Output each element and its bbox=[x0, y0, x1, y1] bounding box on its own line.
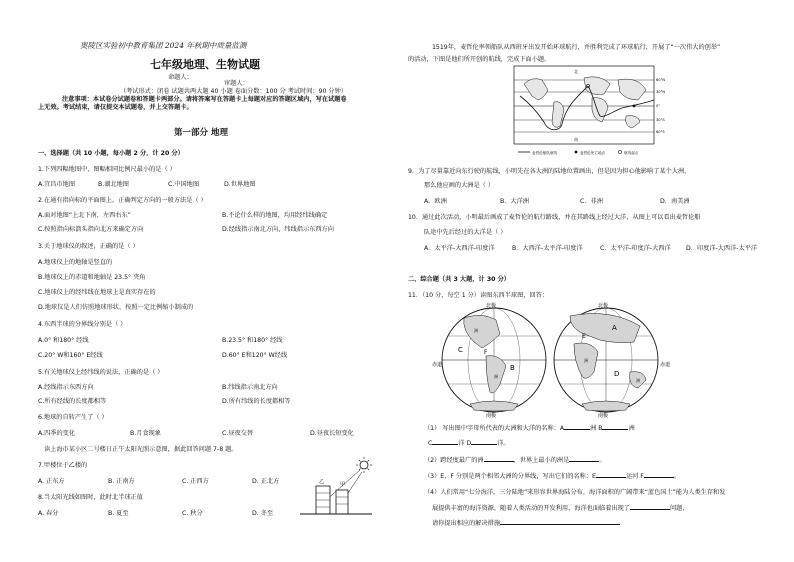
legend-death: 麦哲伦死亡地点 bbox=[580, 151, 606, 155]
lat-60n: 60°N bbox=[656, 78, 666, 82]
notice-line1: 注意事项：本试卷分试题卷和答题卡两部分。请将答案写在答题卡上每题对应的答题区域内，写在试题卷 bbox=[62, 96, 347, 103]
legend-start-symbol bbox=[618, 150, 621, 153]
lat-60s: 60°S bbox=[656, 130, 665, 134]
section2-heading: 二、综合题（共 3 大题，计 30 分） bbox=[408, 276, 510, 283]
q8-option-c: C. 秋分 bbox=[182, 510, 203, 517]
q7-option-a: A. 正东方 bbox=[38, 478, 65, 485]
q3-option-c: C.地球仪上的经纬线在地球上是真实存在的 bbox=[38, 289, 156, 296]
q10-option-a: A．太平洋-大西洋-印度洋 bbox=[424, 245, 495, 252]
answer-blank[interactable] bbox=[630, 504, 670, 510]
q2-option-d: D.经线指示南北方向，纬线指示东西方向 bbox=[222, 226, 334, 233]
exam-info: （考试形式：闭卷 试题共两大题 40 小题 卷面分数：100 分 考试时间：90 分钟） bbox=[120, 88, 347, 95]
lat-30n: 30°N bbox=[656, 90, 666, 94]
q6-option-a: A.四季的变化 bbox=[38, 430, 76, 437]
q11-stem: 11．（10 分，每空 1 分）读图东西半球图，回答： bbox=[408, 292, 549, 299]
q4-option-a: A.0° 和180° 经线 bbox=[38, 337, 89, 344]
q5-option-d: D.所有纬线的长度都相等 bbox=[222, 398, 291, 405]
q5-option-c: C.所有经线的长度都相等 bbox=[38, 398, 107, 405]
q3-option-a: A.地球仪上的地轴是竖直的 bbox=[38, 259, 113, 266]
q4-option-d: D.60° E和120° W经线 bbox=[222, 352, 288, 359]
q5-stem: 5.有关地球仪上经纬线的说法，正确的是（ ） bbox=[38, 369, 164, 376]
death-point-marker bbox=[633, 105, 636, 108]
q9-stem-line2: 那么他应画的大洲是（ ） bbox=[424, 182, 495, 189]
label-south-pole-east: 南极 bbox=[598, 413, 609, 419]
q6-option-b: B.月食现象 bbox=[130, 430, 161, 437]
label-equator-left: 赤道 bbox=[432, 362, 443, 368]
answer-blank[interactable] bbox=[564, 424, 590, 430]
hemispheres-map bbox=[434, 300, 678, 418]
q9-intro-line1: 1519年，麦哲伦率领船队从西班牙出发开始环球航行，并胜利完成了环球航行，开展了“一次伟大的创举” bbox=[432, 44, 721, 51]
sun-icon bbox=[356, 457, 372, 473]
building-jia bbox=[336, 490, 348, 514]
q4-stem: 4.东西半球的分界线分别是（ ） bbox=[38, 321, 127, 328]
label-yi: 乙 bbox=[319, 479, 325, 485]
q9-stem-line1: 9．为了尽量靠近向东行驶的航线，小明先在各大洲的陆地位置画出，但是因为担心他影响了某个大洲， bbox=[408, 168, 691, 175]
answer-blank[interactable] bbox=[500, 519, 620, 525]
letter-e: E bbox=[582, 333, 586, 340]
section1-heading: 一、选择题（共 10 小题，每小题 2 分，计 20 分） bbox=[38, 150, 184, 157]
left-column bbox=[34, 0, 394, 562]
q8-option-a: A. 春分 bbox=[38, 510, 59, 517]
lat-30s: 30°S bbox=[656, 118, 665, 122]
letter-c: C bbox=[458, 346, 463, 354]
q9-option-d: D．南美洲 bbox=[660, 198, 690, 205]
q3-option-d: D.地球仪是人们仿照地球形状，按照一定比例缩小制成的 bbox=[38, 304, 194, 311]
continent-antarctica-west bbox=[470, 401, 518, 411]
continent-antarctica-east bbox=[582, 401, 630, 411]
school-header: 奥陵区实验初中教育集团 2024 年秋期中质量监测 bbox=[80, 41, 247, 50]
q8-option-b: B. 夏至 bbox=[108, 510, 129, 517]
q4-option-c: C.20° W和160° E经线 bbox=[38, 352, 103, 359]
q2-option-a: A.面对地图“上北下南，左西右东” bbox=[38, 212, 131, 219]
building-sunlight-figure bbox=[296, 456, 378, 520]
label-equator-right: 赤道 bbox=[660, 362, 671, 368]
q11-sub3: （3）E、F 分别是两个相邻大洲的分界线，写出它们的名称：E 运河 F 。 bbox=[424, 473, 681, 480]
q3-option-b: B.地球仪上的赤道和地轴是 23.5° 夹角 bbox=[38, 274, 146, 281]
label-continent: 洲 bbox=[494, 374, 498, 379]
q1-option-a: A.宜昌市地图 bbox=[38, 181, 76, 188]
q11-sub1-cont: C 洋 D 洋。 bbox=[428, 440, 510, 447]
q3-stem: 3.关于地球仪的叙述，正确的是（ ） bbox=[38, 243, 139, 250]
right-column bbox=[404, 0, 776, 562]
q9-option-a: A．欧洲 bbox=[424, 198, 447, 205]
q5-option-b: B.纬线指示南北方向 bbox=[222, 384, 278, 391]
reviewer-label: 审题人： bbox=[224, 80, 249, 87]
label-continent: 洲 bbox=[474, 328, 478, 333]
q9-option-c: C．非洲 bbox=[580, 198, 603, 205]
answer-blank[interactable] bbox=[602, 424, 628, 430]
q1-option-d: D.世界地图 bbox=[224, 181, 256, 188]
q8-option-d: D. 冬至 bbox=[252, 510, 274, 517]
lat-0: 0° bbox=[656, 104, 661, 108]
q11-sub4-line1: （4）人们常用“七分海洋，三分陆地”来形容世界海陆分布，海洋面积的广阔带来“蓝色国土”能为人类生存和发 bbox=[424, 489, 726, 496]
q11-sub2: （2）跨经度最广的洲 ，世界上最小的洲是 。 bbox=[424, 457, 606, 464]
magellan-route-map bbox=[514, 66, 670, 158]
q5-option-a: A.经线指示东西方向 bbox=[38, 384, 94, 391]
q7-stem: 7.甲楼位于乙楼的 bbox=[38, 462, 88, 469]
q10-option-b: B．大西洋-太平洋-印度洋 bbox=[512, 245, 583, 252]
answer-blank[interactable] bbox=[432, 439, 458, 445]
q4-option-b: B.23.5° 和180° 经线 bbox=[222, 337, 283, 344]
answer-blank[interactable] bbox=[471, 439, 497, 445]
label-south-pole-west: 南极 bbox=[486, 413, 497, 419]
letter-a: A bbox=[612, 324, 617, 332]
q6-option-c: C.昼夜交替 bbox=[222, 430, 254, 437]
q7-option-d: D. 正北方 bbox=[252, 478, 280, 485]
label-north: 北 bbox=[574, 69, 578, 74]
setter-label: 命题人： bbox=[168, 74, 193, 81]
q11-sub4-line3: 请你提出相应的解决措施 bbox=[432, 519, 620, 527]
label-south: 南 bbox=[574, 137, 578, 142]
q9-intro-line2: 的活动，下图是他们所开创的航线，完成下面小题。 bbox=[408, 56, 551, 63]
q10-option-c: C．太平洋-印度洋-大西洋 bbox=[600, 245, 671, 252]
q10-stem-line2: 队途中先后经过的大洋是（ ） bbox=[424, 229, 507, 236]
letter-d: D bbox=[614, 370, 620, 378]
page-title: 七年级地理、生物试题 bbox=[150, 58, 260, 71]
legend-death-symbol bbox=[575, 151, 578, 154]
part1-title: 第一部分 地理 bbox=[174, 128, 228, 138]
answer-blank[interactable] bbox=[484, 456, 514, 462]
q2-option-c: C.按照指向标箭头指向北方来确定方向 bbox=[38, 226, 144, 233]
q2-option-b: B.不论什么样的地图，均用经纬线确定 bbox=[222, 212, 328, 219]
q11-sub4-line2: 展提供丰富的海洋资源，随着人类活动的开发利用，海洋也面临着出现了 问题， bbox=[432, 505, 689, 512]
letter-f: F bbox=[484, 349, 488, 356]
label-north-pole-east: 北极 bbox=[598, 303, 609, 309]
letter-b: B bbox=[510, 364, 515, 372]
q10-option-d: D．印度洋-大西洋-太平洋 bbox=[686, 245, 758, 252]
q9-option-b: B．大洋洲 bbox=[500, 198, 529, 205]
q7-8-intro: 读上海市某小区二号楼日正午太阳光照示意图，据此回答问题 7-8 题。 bbox=[44, 446, 238, 453]
q7-option-c: C. 正西方 bbox=[182, 478, 209, 485]
q11-sub1: （1） 写出图中字母所代表的大洲和大洋的名称：A 洲 B 洲 bbox=[424, 425, 635, 432]
legend-route: 麦哲伦船队航线 bbox=[532, 151, 558, 155]
q1-option-c: C.中国地图 bbox=[168, 181, 200, 188]
answer-blank[interactable] bbox=[596, 472, 626, 478]
notice-line2: 上无效。考试结束，请仅提交本试题卷，并上交答题卡。 bbox=[38, 104, 193, 111]
label-continent: 洲 bbox=[584, 358, 588, 363]
label-continent: 洲 bbox=[636, 378, 640, 383]
q6-option-d: D.昼夜长短变化 bbox=[310, 430, 354, 437]
legend-start: 航线起点 bbox=[624, 151, 639, 155]
q1-stem: 1.下列四幅地图中，图幅相同比例尺最小的是（ ） bbox=[38, 166, 176, 173]
q10-stem-line1: 10．通过此次活动，小明最后画成了麦哲伦的航行路线，并在其路线上经过大洋，从图上可以看出麦哲伦船 bbox=[408, 214, 701, 221]
q7-option-b: B. 正南方 bbox=[108, 478, 135, 485]
q6-stem: 6.地球的自转产生了（ ） bbox=[38, 414, 108, 421]
answer-blank[interactable] bbox=[569, 456, 599, 462]
q2-stem: 2.在通有指向标的平面图上，正确判定方向的一般方法是（ ） bbox=[38, 197, 207, 204]
q8-stem: 8.当太阳光线如图时，此时北半球正值 bbox=[38, 494, 143, 501]
answer-blank[interactable] bbox=[644, 472, 674, 478]
label-jia: 甲 bbox=[340, 482, 346, 488]
label-north-pole-west: 北极 bbox=[486, 303, 497, 309]
q1-option-b: B.湖北地图 bbox=[98, 181, 129, 188]
